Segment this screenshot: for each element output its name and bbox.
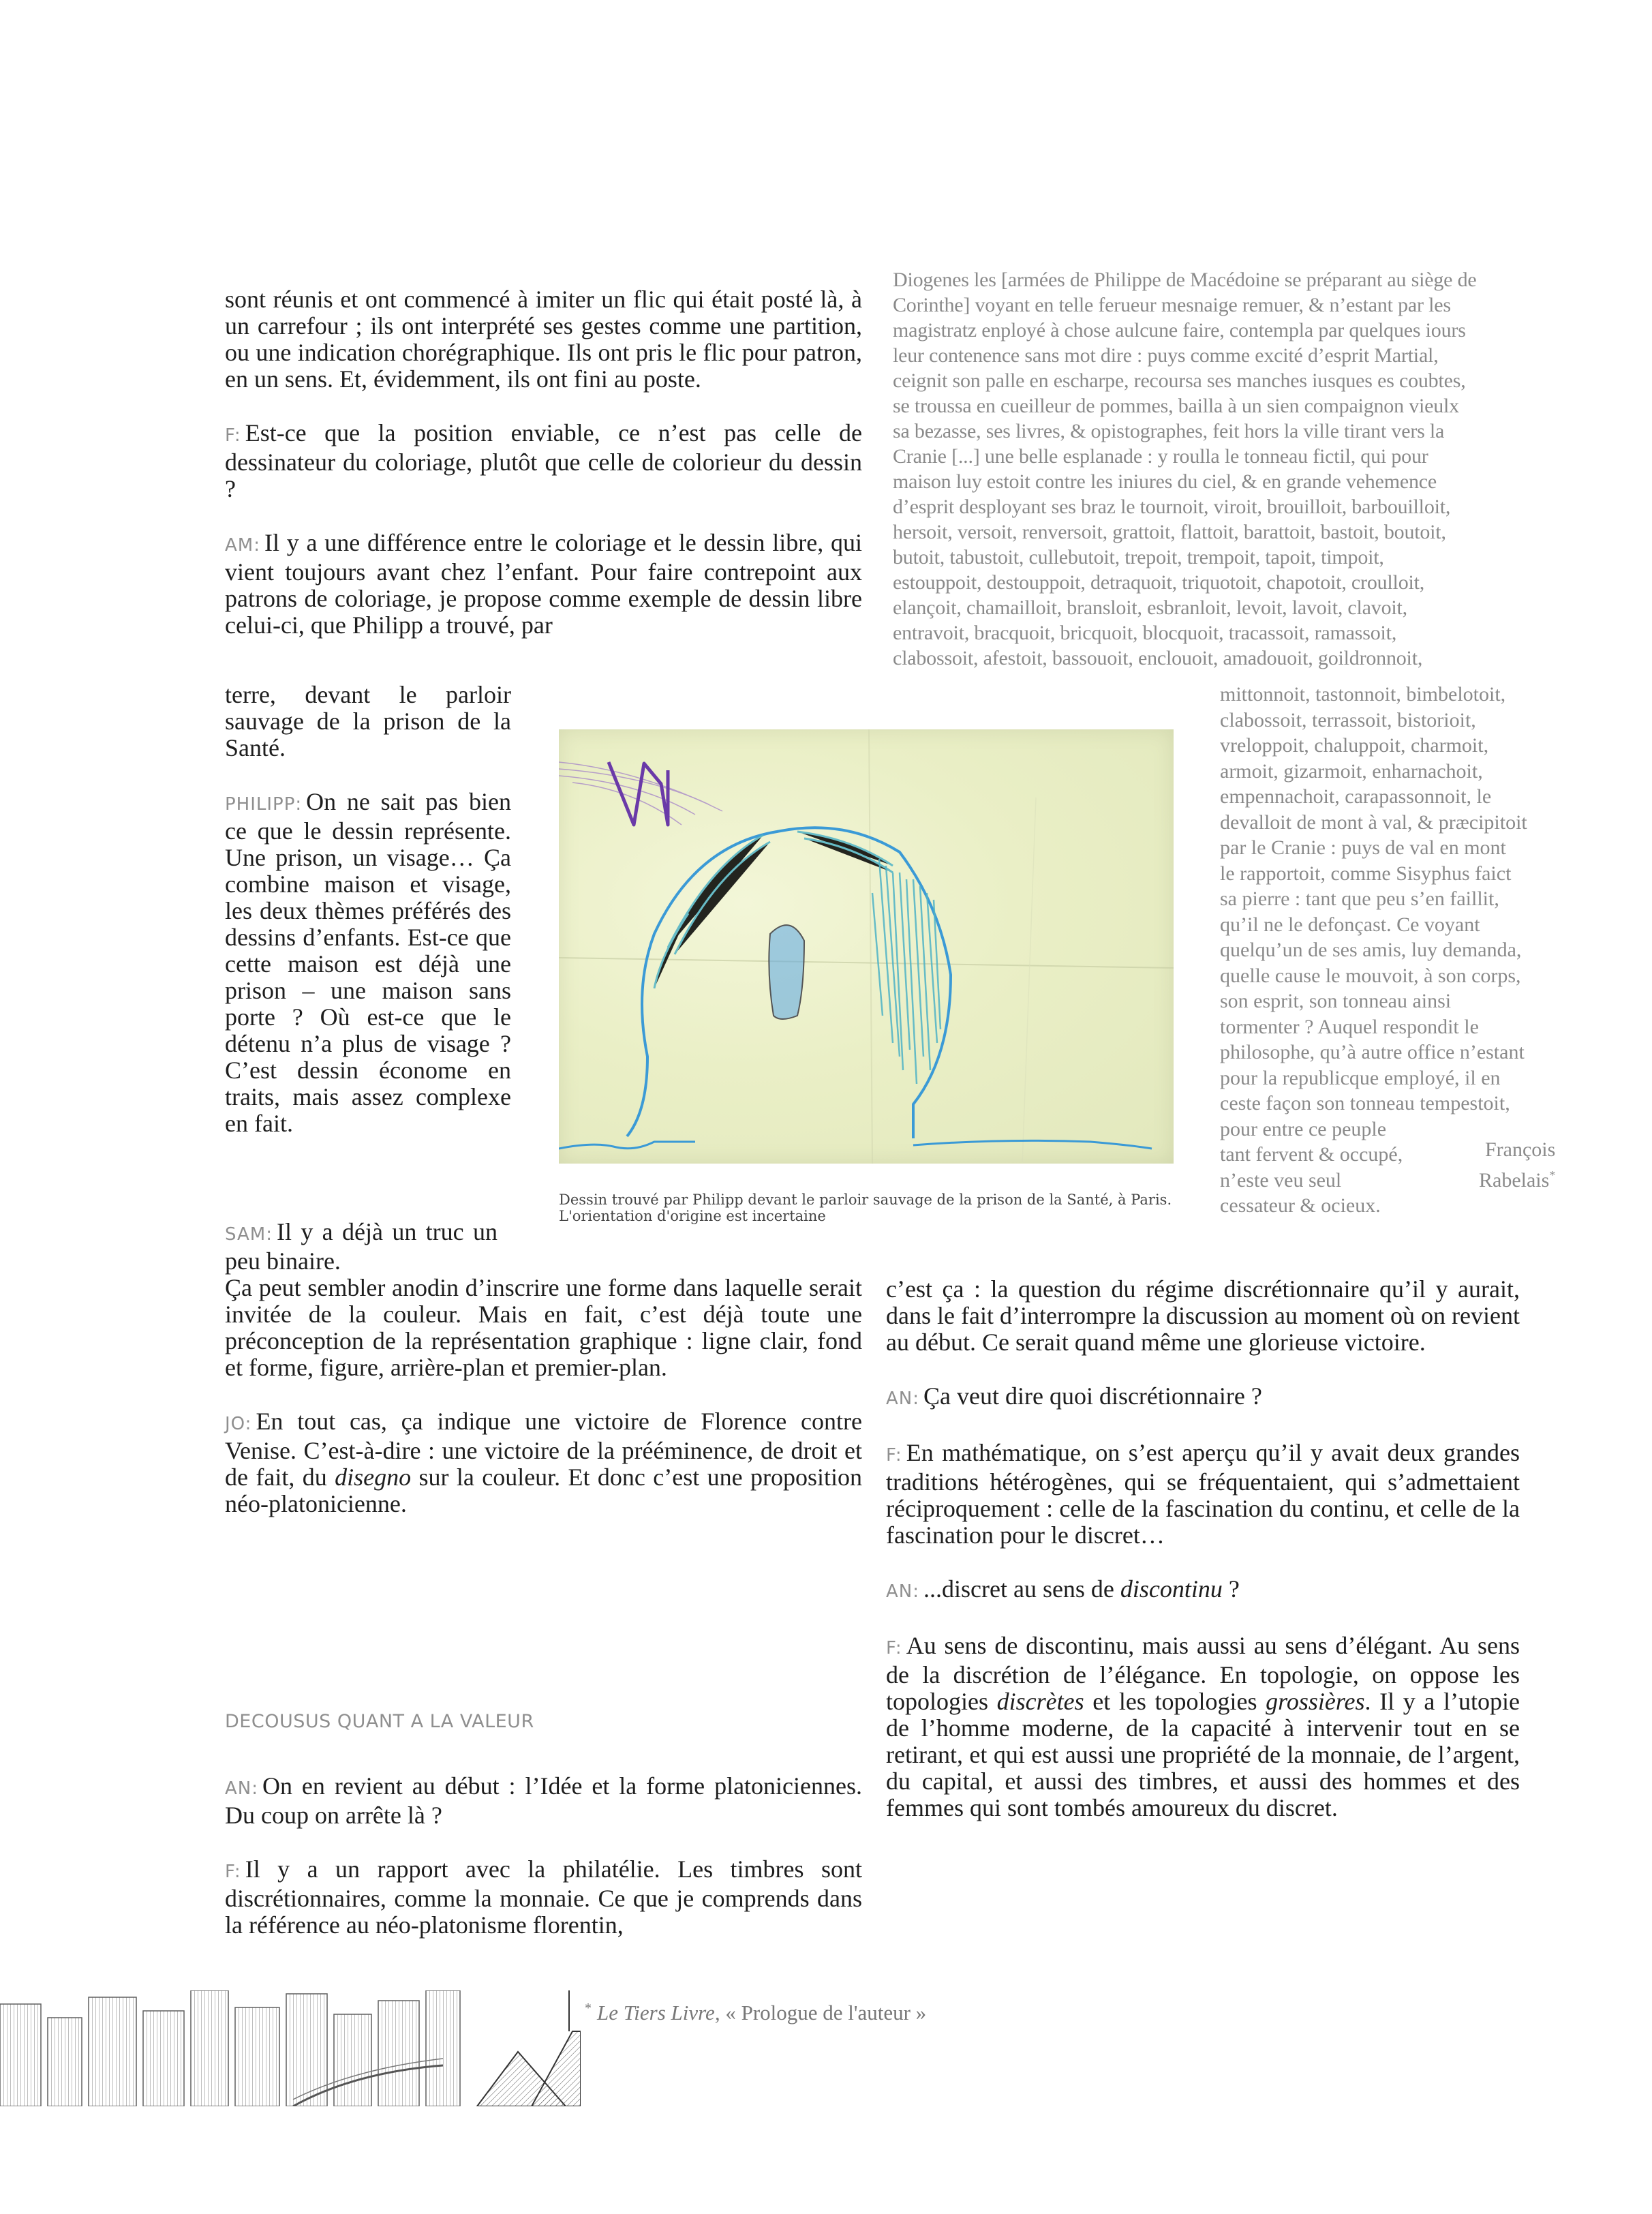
quote-line: maison luy estoit contre les iniures du ciel, & en grande vehemence (893, 470, 1437, 493)
speaker-label: AN: (225, 1778, 258, 1799)
exchange-f-philatelie: F: Il y a un rapport avec la philatélie. Les timbres sont discrétionnaires, comme la monnaie. Ce que je comprends dans la référence au néo-platonisme florentin, (225, 1855, 862, 1939)
quote-line: tormenter ? Auquel respondit le (1220, 1015, 1479, 1038)
quote-line: quelle cause le mouvoit, à son corps, (1220, 964, 1521, 987)
city-engraving-illustration (0, 1990, 581, 2106)
quote-line: ceste façon son tonneau tempestoit, (1220, 1092, 1510, 1114)
quote-line: estouppoit, destouppoit, detraquoit, triquotoit, chapotoit, croulloit, (893, 571, 1425, 594)
quote-author (1479, 1137, 1555, 1193)
continuation-paragraph: c’est ça : la question du régime discrétionnaire qu’il y aurait, dans le fait d’interrompre la discussion au moment où on revient au début. Ce serait quand même une glorieuse victoire. (886, 1275, 1520, 1356)
speaker-label: F: (886, 1445, 902, 1466)
drawing-illustration (559, 729, 1174, 1164)
footnote-star: * (585, 2001, 592, 2016)
quote-line: hersoit, versoit, renversoit, grattoit, flattoit, barattoit, bastoit, boutoit, (893, 521, 1446, 543)
rooftops-engraving (0, 1990, 581, 2106)
exchange-text: Il y a une différence entre le coloriage et le dessin libre, qui vient toujours avant chez l’enfant. Pour faire contrepoint aux patrons de coloriage, je propose comme exemple de dessin libre celui-ci, que Philipp a trouvé, par (225, 529, 862, 639)
section-decousus (225, 1708, 862, 1966)
author-first-name: François (1484, 1138, 1556, 1161)
quote-line: par le Cranie : puys de val en mont (1220, 836, 1506, 859)
quote-line: son esprit, son tonneau ainsi (1220, 990, 1452, 1012)
quote-line: cessateur & ocieux. (1220, 1194, 1381, 1217)
quote-line: clabossoit, terrassoit, bistorioit, (1220, 708, 1476, 731)
quote-line: tant fervent & occupé, (1220, 1143, 1403, 1166)
speaker-label: AN: (886, 1581, 919, 1602)
quote-line: ceignit son palle en escharpe, recoursa ses manches iusques es coubtes, (893, 369, 1466, 392)
exchange-f-topologie: F: Au sens de discontinu, mais aussi au sens d’élégant. Au sens de la discrétion de l’élégance. En topologie, on oppose les topologies discrètes et les topologies grossières. Il y a l’utopie de l’homme moderne, de la capacité à intervenir tout en se retirant, et qui est aussi une propriété de la monnaie, de l’argent, du capital, et aussi des timbres, et aussi des hommes et des femmes qui sont tombés amoureux du discret. (886, 1632, 1520, 1821)
exchange-f-math: F: En mathématique, on s’est aperçu qu’il y avait deux grandes traditions hétérogènes, qui se fréquentaient, qui s’admettaient réciproquement : celle de la fascination du continu, et celle de la fascination pour le discret… (886, 1439, 1520, 1549)
quote-line: Cranie [...] une belle esplanade : y roulla le tonneau fictil, qui pour (893, 445, 1428, 468)
speaker-label: AN: (886, 1389, 919, 1409)
quote-line: devalloit de mont à val, & præcipitoit (1220, 810, 1527, 834)
exchange-am (225, 530, 862, 639)
exchange-philipp (225, 789, 511, 1137)
exchange-jo: JO: En tout cas, ça indique une victoire de Florence contre Venise. C’est-à-dire : une victoire de la prééminence, de droit et de fait, du disegno sur la couleur. Et donc c’est une proposition néo-platonicienne. (225, 1408, 862, 1517)
exchange-an-1: AN: Ça veut dire quoi discrétionnaire ? (886, 1382, 1262, 1410)
exchange-an-2: AN: ...discret au sens de discontinu ? (886, 1575, 1240, 1603)
speaker-label: F: (225, 1862, 241, 1882)
quote-line: empennachoit, carapassonnoit, le (1220, 785, 1492, 808)
footnote-rest: « Prologue de l'auteur » (720, 2001, 927, 2025)
exchange-sam-start (225, 1219, 498, 1275)
italic-term: disegno (335, 1464, 412, 1491)
rabelais-quote-wide (893, 267, 1602, 671)
quote-line: quelqu’un de ses amis, luy demanda, (1220, 939, 1522, 961)
child-drawing-image (559, 729, 1174, 1164)
intro-paragraph: sont réunis et ont commencé à imiter un flic qui était posté là, à un carrefour ; ils ont interprété ses gestes comme une partition, ou une indication chorégraphique. Ils ont pris le flic pour patron, en un sens. Et, évidemment, ils ont fini au poste. (225, 286, 862, 393)
quote-line: leur contenence sans mot dire : puys comme excité d’esprit Martial, (893, 344, 1439, 367)
left-wrap-column (225, 682, 511, 1164)
right-column (886, 1276, 1520, 1849)
speaker-label: AM: (225, 535, 260, 556)
footnote (585, 2001, 926, 2025)
quote-line: d’esprit desployant ses braz le tournoit, viroit, brouilloit, barbouilloit, (893, 496, 1451, 518)
footnote-mark: * (1549, 1168, 1556, 1182)
exchange-text: Est-ce que la position enviable, ce n’est pas celle de dessinateur du coloriage, plutôt que celle de colorieur du dessin ? (225, 419, 862, 502)
quote-line: sa bezasse, ses livres, & opistographes, feit hors la ville tirant vers la (893, 420, 1445, 442)
quote-line: clabossoit, afestoit, bassouoit, enclouoit, amadouoit, goildronnoit, (893, 647, 1423, 669)
quote-line: butoit, tabustoit, cullebutoit, trepoit, trempoit, tapoit, timpoit, (893, 546, 1384, 568)
quote-line: vreloppoit, chaluppoit, charmoit, (1220, 734, 1489, 757)
quote-line: magistratz enployé à chose aulcune faire, contempla par quelques iours (893, 319, 1466, 342)
quote-line: mittonnoit, tastonnoit, bimbelotoit, (1220, 683, 1506, 706)
exchange-text: Il y a déjà un truc un peu binaire. (225, 1218, 498, 1275)
quote-line: se troussa en cueilleur de pommes, bailla à un sien compaignon vieulx (893, 395, 1459, 417)
quote-line: pour entre ce peuple (1220, 1117, 1387, 1140)
speaker-label: SAM: (225, 1224, 273, 1245)
quote-line: le rapportoit, comme Sisyphus faict (1220, 862, 1512, 885)
quote-line: Corinthe] voyant en telle ferueur mesnaige remuer, & n’estant par les (893, 294, 1451, 316)
quote-line: philosophe, qu’à autre office n’estant (1220, 1041, 1525, 1063)
footnote-title: Le Tiers Livre, (597, 2001, 720, 2025)
speaker-label: JO: (225, 1414, 252, 1434)
speaker-label: F: (225, 425, 241, 446)
quote-line: elançoit, chamailloit, bransloit, esbranloit, levoit, lavoit, clavoit, (893, 596, 1407, 619)
speaker-label: PHILIPP: (225, 794, 303, 815)
quote-line: pour la republicque employé, il en (1220, 1066, 1501, 1089)
quote-line: armoit, gizarmoit, enharnachoit, (1220, 759, 1483, 783)
section-heading: DECOUSUS QUANT A LA VALEUR (225, 1711, 534, 1732)
exchange-am-continued: terre, devant le parloir sauvage de la prison de la Santé. (225, 681, 511, 761)
quote-line: n’este veu seul (1220, 1168, 1342, 1192)
quote-line: entravoit, bracquoit, bricquoit, blocquoit, tracassoit, ramassoit, (893, 622, 1397, 644)
exchange-an: AN: On en revient au début : l’Idée et la forme platoniciennes. Du coup on arrête là ? (225, 1772, 862, 1829)
exchange-text: On ne sait pas bien ce que le dessin représente. Une prison, un visage… Ça combine maison et visage, les deux thèmes préférés des dessins d’enfants. Est-ce que cette maison est déjà une prison – une maison sans porte ? Où est-ce que le détenu n’a plus de visage ? C’est dessin économe en traits, mais assez complexe en fait. (225, 788, 511, 1137)
speaker-label: F: (886, 1638, 902, 1658)
exchange-sam: Ça peut sembler anodin d’inscrire une forme dans laquelle serait invitée de la couleur. Mais en fait, c’est déjà toute une préconception de la représentation graphique : ligne clair, fond et forme, figure, arrière-plan et premier-plan. (225, 1274, 862, 1381)
exchange-f-1 (225, 420, 862, 502)
left-column (225, 286, 862, 639)
figure-caption: Dessin trouvé par Philipp devant le parloir sauvage de la prison de la Santé, à Paris. L'orientation d'origine est incertaine (559, 1192, 1172, 1224)
quote-line: Diogenes les [armées de Philippe de Macédoine se préparant au siège de (893, 269, 1477, 291)
sam-jo-block (225, 1219, 862, 1545)
author-last-name: Rabelais (1479, 1168, 1550, 1192)
quote-line: sa pierre : tant que peu s’en faillit, (1220, 888, 1499, 910)
quote-line: qu’il ne le defonçast. Ce voyant (1220, 913, 1480, 936)
